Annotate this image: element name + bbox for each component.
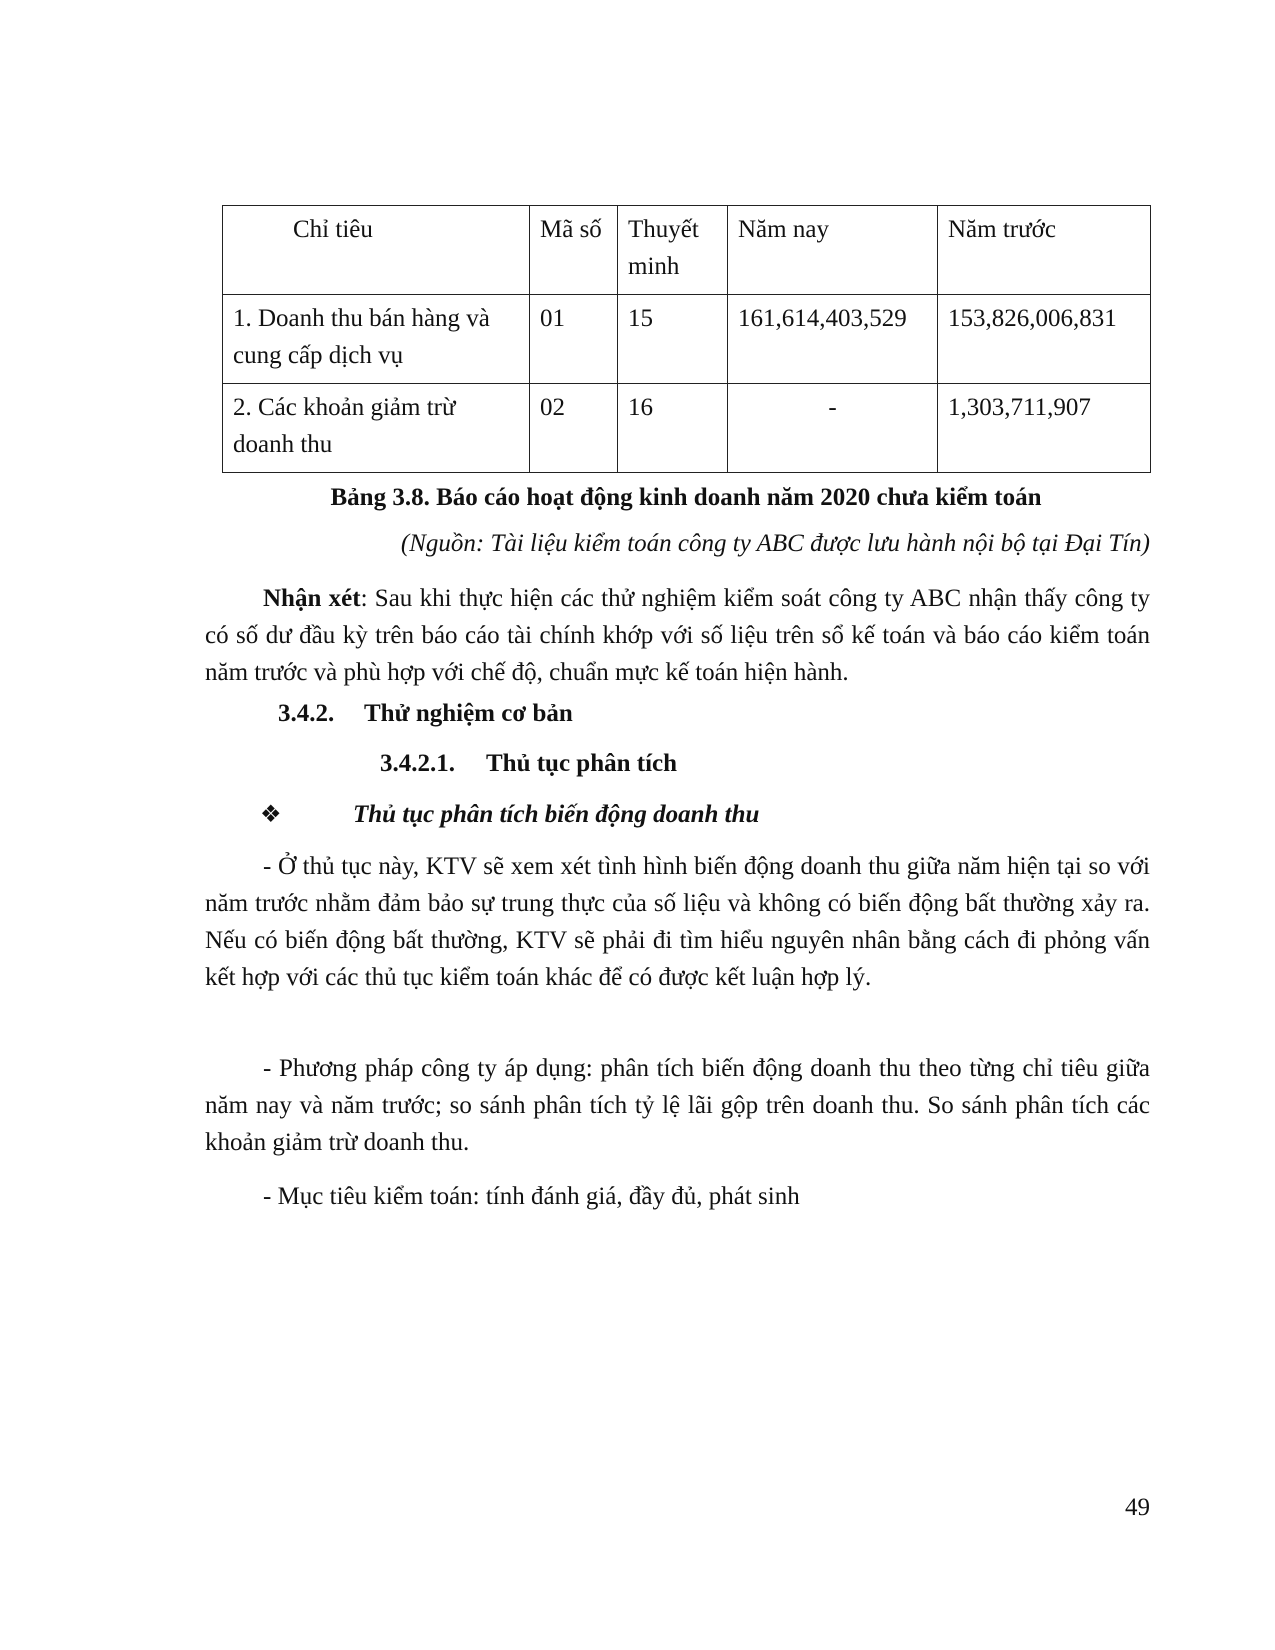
section-heading-3421	[380, 750, 677, 778]
table-row	[223, 384, 1151, 473]
cell-thuyet-minh: 15	[618, 295, 728, 384]
section-title: Thủ tục phân tích	[486, 750, 678, 777]
section-number: 3.4.2.	[278, 700, 335, 727]
cell-chi-tieu: 1. Doanh thu bán hàng và cung cấp dịch vụ	[223, 295, 530, 384]
cell-chi-tieu: 2. Các khoản giảm trừ doanh thu	[223, 384, 530, 473]
table-row	[223, 295, 1151, 384]
table-caption: Bảng 3.8. Báo cáo hoạt động kinh doanh năm 2020 chưa kiểm toán	[330, 484, 1042, 511]
table-source: (Nguồn: Tài liệu kiểm toán công ty ABC được lưu hành nội bộ tại Đại Tín)	[400, 530, 1150, 557]
section-heading-342	[278, 700, 573, 728]
income-statement-table	[222, 205, 1151, 473]
remark-text: : Sau khi thực hiện các thử nghiệm kiểm soát công ty ABC nhận thấy công ty có số dư đầu kỳ trên báo cáo tài chính khớp với số liệu trên sổ kế toán và báo cáo kiểm toán năm trước và phù hợp với chế độ, chuẩn mực kế toán hiện hành.	[205, 585, 1150, 686]
header-chi-tieu: Chỉ tiêu	[223, 206, 530, 295]
procedure-paragraph: - Ở thủ tục này, KTV sẽ xem xét tình hình biến động doanh thu giữa năm hiện tại so với năm trước nhằm đảm bảo sự trung thực của số liệu và không có biến động bất thường xảy ra. Nếu có biến động bất thường, KTV sẽ phải đi tìm hiểu nguyên nhân bằng cách đi phỏng vấn kết hợp với các thủ tục kiểm toán khác để có được kết luận hợp lý.	[205, 853, 1150, 991]
cell-nam-nay: -	[728, 384, 938, 473]
header-nam-truoc: Năm trước	[938, 206, 1151, 295]
diamond-bullet-icon: ❖	[260, 802, 282, 828]
page-number: 49	[1125, 1494, 1150, 1521]
cell-ma-so: 02	[530, 384, 618, 473]
objective-paragraph: - Mục tiêu kiểm toán: tính đánh giá, đầy đủ, phát sinh	[263, 1183, 800, 1210]
header-ma-so: Mã số	[530, 206, 618, 295]
remark-paragraph	[205, 580, 1150, 691]
bullet-heading	[260, 800, 759, 829]
section-number: 3.4.2.1.	[380, 750, 455, 777]
cell-nam-nay: 161,614,403,529	[728, 295, 938, 384]
cell-nam-truoc: 153,826,006,831	[938, 295, 1151, 384]
cell-thuyet-minh: 16	[618, 384, 728, 473]
table-header-row	[223, 206, 1151, 295]
header-nam-nay: Năm nay	[728, 206, 938, 295]
header-thuyet-minh: Thuyết minh	[618, 206, 728, 295]
cell-ma-so: 01	[530, 295, 618, 384]
bullet-heading-text: Thủ tục phân tích biến động doanh thu	[353, 801, 760, 828]
cell-nam-truoc: 1,303,711,907	[938, 384, 1151, 473]
remark-label: Nhận xét	[263, 585, 361, 612]
method-paragraph: - Phương pháp công ty áp dụng: phân tích biến động doanh thu theo từng chỉ tiêu giữa năm nay và năm trước; so sánh phân tích tỷ lệ lãi gộp trên doanh thu. So sánh phân tích các khoản giảm trừ doanh thu.	[205, 1055, 1150, 1156]
section-title: Thử nghiệm cơ bản	[364, 700, 573, 727]
